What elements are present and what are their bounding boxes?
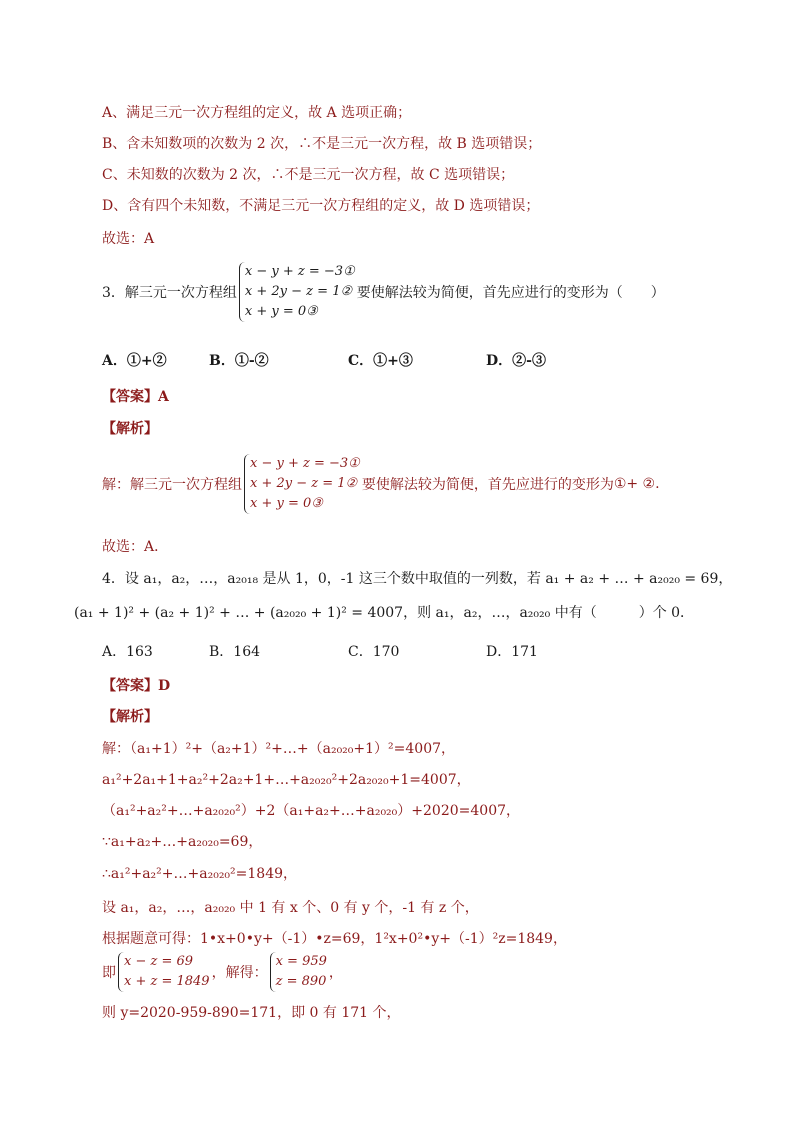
q3-eq2: x + 2y − z = 1②: [244, 284, 353, 299]
q4-step-3: （a₁²+a₂²+…+a₂₀₂₀²）+2（a₁+a₂+…+a₂₀₂₀）+2020=4007，: [102, 803, 521, 819]
q3-option-a: A．①+②: [102, 353, 167, 369]
q4-line1: 4．设 a₁，a₂，…，a₂₀₁₈ 是从 1，0，-1 这三个数中取值的一列数，若 a₁ + a₂ + … + a₂₀₂₀ = 69，: [102, 571, 733, 587]
q4-sys1-eq1: x − z = 69: [124, 954, 194, 969]
q4-systems: [102, 952, 343, 992]
q4-sys2-eq1: x = 959: [275, 954, 327, 969]
q3-eq1: x − y + z = −3①: [244, 264, 355, 279]
q4-step-1: 解：（a₁+1）²+（a₂+1）²+…+（a₂₀₂₀+1）²=4007，: [102, 741, 456, 757]
q3-option-c: C．①+③: [348, 353, 413, 369]
q4-line2: (a₁ + 1)² + (a₂ + 1)² + … + (a₂₀₂₀ + 1)² = 4007，则 a₁，a₂，…，a₂₀₂₀ 中有（ ）个 0．: [74, 605, 695, 621]
q4-answer-label: 【答案】D: [102, 678, 171, 694]
q4-step-2: a₁²+2a₁+1+a₂²+2a₂+1+…+a₂₀₂₀²+2a₂₀₂₀+1=4007，: [102, 772, 471, 788]
q4-option-b: B．164: [209, 644, 261, 660]
q4-sys-prefix: 即: [102, 965, 116, 981]
q3-solution: [102, 454, 660, 514]
q3-option-b: B．①-②: [209, 353, 269, 369]
q4-sys-end: ，: [328, 965, 343, 981]
q3-suffix: 要使解法较为简便，首先应进行的变形为（ ）: [356, 285, 665, 301]
q3-option-d: D．②-③: [486, 353, 546, 369]
q3-sol-answer: ①+ ②.: [613, 476, 660, 492]
q4-sys1: [118, 952, 210, 992]
q3-sol-eq3: x + y = 0③: [250, 496, 323, 511]
q3-question: [102, 262, 665, 322]
analysis-choice: 故选：A: [102, 231, 155, 247]
analysis-line-b: B、含未知数项的次数为 2 次，∴不是三元一次方程，故 B 选项错误；: [102, 136, 542, 152]
analysis-line-c: C、未知数的次数为 2 次，∴不是三元一次方程，故 C 选项错误；: [102, 167, 515, 183]
q3-sol-suffix: 要使解法较为简便，首先应进行的变形为: [361, 477, 614, 493]
q4-sys1-eq2: x + z = 1849: [124, 974, 210, 989]
q4-step-6: 设 a₁，a₂，…，a₂₀₂₀ 中 1 有 x 个、0 有 y 个，-1 有 z 个，: [102, 900, 479, 916]
q4-step-4: ∵a₁+a₂+…+a₂₀₂₀=69，: [102, 834, 263, 850]
q4-final: 则 y=2020-959-890=171，即 0 有 171 个，: [102, 1005, 401, 1021]
q3-equation-system: [239, 262, 355, 322]
q3-choice: 故选：A．: [102, 539, 169, 555]
q3-sol-eq1: x − y + z = −3①: [250, 456, 360, 471]
q4-step-7: 根据题意可得：1•x+0•y+（-1）•z=69，1²x+0²•y+（-1）²z=1849，: [102, 931, 567, 947]
q4-option-d: D．171: [486, 644, 538, 660]
analysis-line-a: A、满足三元一次方程组的定义，故 A 选项正确；: [102, 105, 412, 121]
q4-step-5: ∴a₁²+a₂²+…+a₂₀₂₀²=1849，: [102, 866, 298, 882]
q3-analysis-label: 【解析】: [102, 421, 158, 437]
q4-sys-mid: ，解得：: [211, 965, 268, 981]
q4-sys2: [270, 952, 327, 992]
q3-sol-prefix: 解：解三元一次方程组: [102, 477, 242, 493]
q4-sys2-eq2: z = 890: [275, 974, 327, 989]
q3-answer-label: 【答案】A: [102, 389, 169, 405]
analysis-line-d: D、含有四个未知数，不满足三元一次方程组的定义，故 D 选项错误；: [102, 198, 540, 214]
q3-sol-equation-system: [244, 454, 360, 514]
q4-analysis-label: 【解析】: [102, 709, 158, 725]
q3-sol-eq2: x + 2y − z = 1②: [250, 476, 358, 491]
q4-option-c: C．170: [348, 644, 400, 660]
q4-option-a: A．163: [102, 644, 153, 660]
q3-eq3: x + y = 0③: [244, 304, 318, 319]
q3-prefix: 3．解三元一次方程组: [102, 285, 237, 301]
